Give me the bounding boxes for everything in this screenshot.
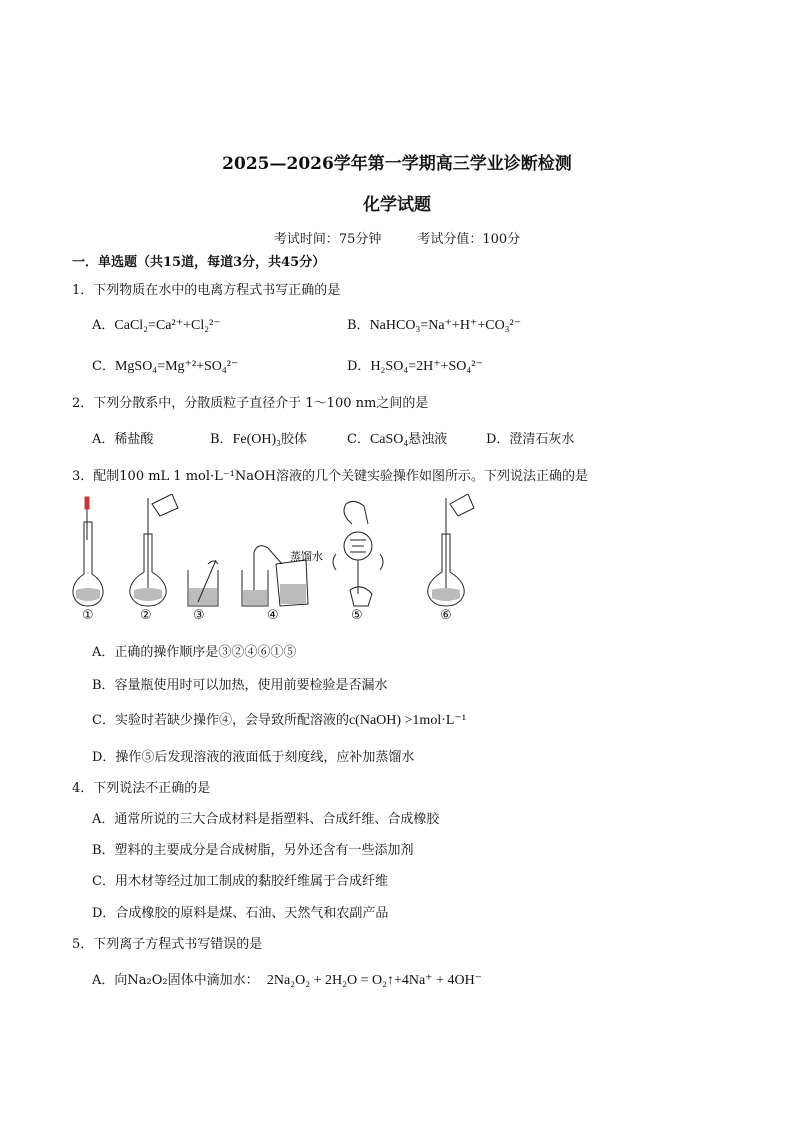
step-label-6: ⑥ bbox=[440, 608, 452, 623]
step-label-4: ④ bbox=[267, 608, 279, 623]
q2-option-a: A．稀盐酸 bbox=[92, 432, 154, 447]
q3-option-a: A．正确的操作顺序是③②④⑥①⑤ bbox=[92, 645, 297, 660]
q4-option-a: A．通常所说的三大合成材料是指塑料、合成纤维、合成橡胶 bbox=[92, 812, 440, 827]
exam-info bbox=[0, 228, 794, 247]
q1-option-b: B．NaHCO₃=Na⁺+H⁺+CO₃²⁻ bbox=[347, 318, 522, 333]
step-label-1: ① bbox=[82, 608, 94, 623]
step-label-3: ③ bbox=[193, 608, 205, 623]
q4-stem: 4．下列说法不正确的是 bbox=[72, 781, 211, 796]
q4-option-c: C．用木材等经过加工制成的黏胶纤维属于合成纤维 bbox=[92, 874, 388, 889]
q1-option-a: A．CaCl₂=Ca²⁺+Cl₂²⁻ bbox=[92, 318, 221, 333]
step3-beaker-stir bbox=[188, 560, 218, 606]
q5-option-a: A．向Na₂O₂固体中滴加水： 2Na₂O₂ + 2H₂O = O₂↑+4Na⁺ + 4OH⁻ bbox=[92, 973, 483, 988]
q2-option-d: D．澄清石灰水 bbox=[486, 432, 575, 447]
exam-title: 2025—2026学年第一学期高三学业诊断检测 bbox=[222, 154, 572, 174]
section-heading: 一．单选题（共15道，每道3分，共45分） bbox=[72, 255, 326, 270]
step1-flask-dropper bbox=[73, 497, 103, 606]
q3-option-c: C．实验时若缺少操作④，会导致所配溶液的c(NaOH) >1mol·L⁻¹ bbox=[92, 713, 467, 728]
step6-flask-transfer bbox=[428, 494, 474, 606]
q2-option-c: C．CaSO₄悬浊液 bbox=[347, 432, 448, 447]
q4-option-b: B．塑料的主要成分是合成树脂，另外还含有一些添加剂 bbox=[92, 843, 414, 858]
q2-option-b: B．Fe(OH)₃胶体 bbox=[210, 432, 308, 447]
step5-invert-shake bbox=[333, 501, 383, 606]
q3-option-b: B．容量瓶使用时可以加热，使用前要检验是否漏水 bbox=[92, 678, 388, 693]
q1-stem: 1．下列物质在水中的电离方程式书写正确的是 bbox=[72, 283, 341, 298]
q2-stem: 2．下列分散系中，分散质粒子直径介于 1～100 nm之间的是 bbox=[72, 396, 429, 411]
q1-option-c: C．MgSO₄=Mg⁺²+SO₄²⁻ bbox=[92, 359, 239, 374]
step-label-5: ⑤ bbox=[351, 608, 363, 623]
distilled-water-label: 蒸馏水 bbox=[290, 550, 323, 563]
q3-option-d: D．操作⑤后发现溶液的液面低于刻度线，应补加蒸馏水 bbox=[92, 750, 415, 765]
exam-score: 考试分值：100分 bbox=[417, 232, 521, 247]
step-label-2: ② bbox=[140, 608, 152, 623]
step2-flask-transfer bbox=[130, 494, 178, 606]
exam-time: 考试时间：75分钟 bbox=[273, 232, 382, 247]
q3-figure bbox=[68, 494, 478, 624]
lab-operations-figure bbox=[68, 494, 478, 624]
q4-option-d: D．合成橡胶的原料是煤、石油、天然气和农副产品 bbox=[92, 906, 389, 921]
q5-stem: 5．下列离子方程式书写错误的是 bbox=[72, 937, 263, 952]
subject-title: 化学试题 bbox=[363, 195, 431, 215]
q3-stem: 3．配制100 mL 1 mol·L⁻¹NaOH溶液的几个关键实验操作如图所示。下列说法正确的是 bbox=[72, 469, 588, 484]
q1-option-d: D．H₂SO₄=2H⁺+SO₄²⁻ bbox=[347, 359, 483, 374]
